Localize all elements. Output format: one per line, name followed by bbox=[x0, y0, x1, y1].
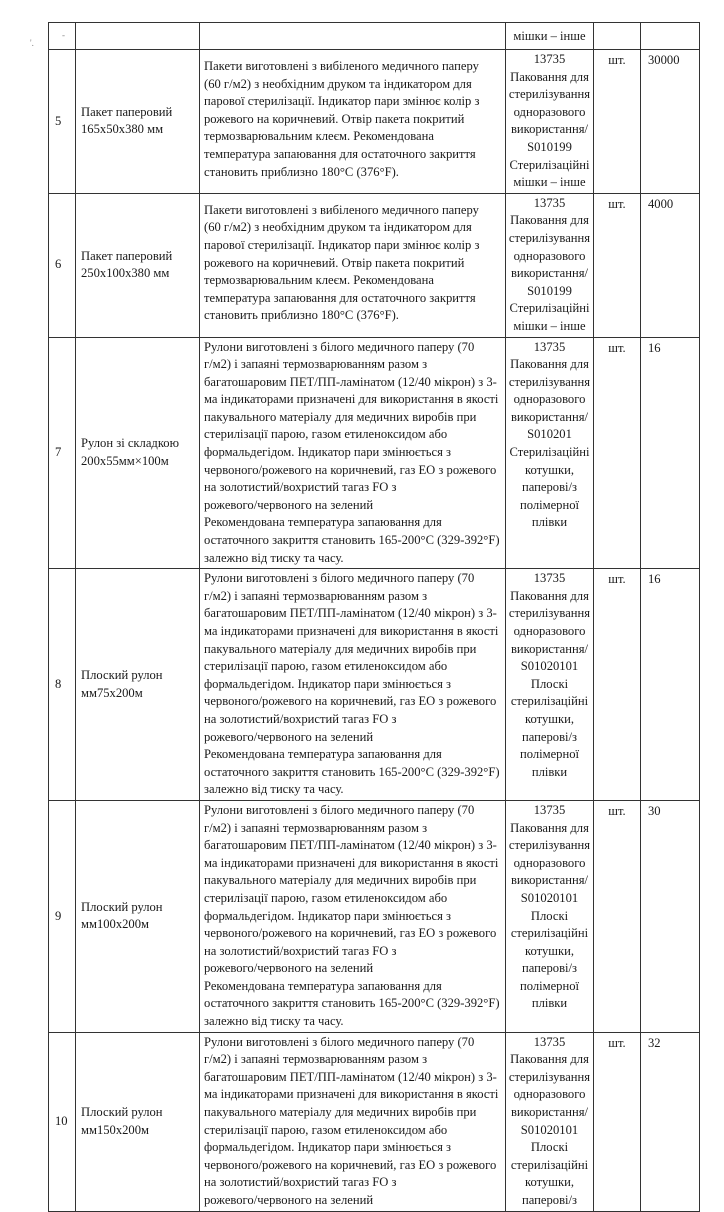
classification-line: плівки bbox=[531, 764, 568, 779]
description-line: формальдегідом. Індикатор пари змінюється з bbox=[204, 1140, 452, 1155]
description-line: залежно від тиску та часу. bbox=[204, 782, 344, 797]
quantity bbox=[641, 193, 700, 337]
description-line: температура запаювання для остаточного закриття bbox=[204, 290, 476, 305]
table-row bbox=[49, 193, 700, 337]
row-number bbox=[49, 50, 76, 194]
description-line: (60 г/м2) з необхідним друком та індикатором для bbox=[204, 220, 472, 235]
unit-of-measure bbox=[594, 337, 641, 569]
row-number bbox=[49, 800, 76, 1032]
description-line: пакувального матеріалу для медичних виробів при bbox=[204, 409, 477, 424]
classification-code bbox=[506, 800, 594, 1032]
unit-of-measure bbox=[594, 1032, 641, 1211]
unit-text: шт. bbox=[608, 1035, 626, 1050]
description-cell bbox=[200, 23, 506, 50]
classification-line: одноразового bbox=[513, 624, 586, 638]
product-name bbox=[76, 50, 200, 194]
quantity-text: 16 bbox=[648, 572, 661, 587]
unit-text: шт. bbox=[608, 572, 626, 587]
classification-line: використання/ bbox=[510, 873, 589, 888]
product-name-line: мм150x200м bbox=[81, 1122, 149, 1137]
classification-line: Паковання для bbox=[510, 820, 589, 835]
classification-line: S01020101 bbox=[520, 659, 579, 674]
classification-line: стерилізаційні bbox=[510, 1157, 589, 1172]
quantity bbox=[641, 337, 700, 569]
product-description bbox=[200, 569, 506, 801]
description-line: Рекомендована температура запаювання для bbox=[204, 978, 442, 993]
description-line: на золотистий/вохристий тагаз FO з bbox=[204, 711, 397, 726]
name-cell bbox=[76, 23, 200, 50]
classification-line: котушки, bbox=[525, 462, 574, 477]
classification-line: плівки bbox=[531, 996, 568, 1011]
description-line: стерилізації парою, газом етиленоксидом або bbox=[204, 890, 448, 905]
description-line: рожевого/червоного на зелений bbox=[204, 1193, 374, 1207]
product-name-line: Пакет паперовий bbox=[81, 248, 173, 263]
product-description bbox=[200, 337, 506, 569]
quantity-cell bbox=[641, 23, 700, 50]
description-line: термозварювальним клеєм. Рекомендована bbox=[204, 273, 434, 288]
product-name-line: мм100x200м bbox=[81, 917, 149, 932]
classification-line: 13735 bbox=[533, 1034, 566, 1049]
classification-line: S01020101 bbox=[520, 890, 579, 905]
description-line: ма індикаторами призначені для використання в якості bbox=[204, 392, 499, 407]
quantity-text: 32 bbox=[648, 1035, 661, 1050]
product-description bbox=[200, 800, 506, 1032]
quantity bbox=[641, 1032, 700, 1211]
classification-line: стерилізування bbox=[508, 374, 591, 389]
classification-line: S010199 bbox=[527, 283, 572, 298]
description-line: (60 г/м2) з необхідним друком та індикатором для bbox=[204, 76, 472, 91]
description-line: залежно від тиску та часу. bbox=[204, 550, 344, 565]
product-name-line: мм75x200м bbox=[81, 685, 143, 700]
quantity bbox=[641, 569, 700, 801]
classification-line: полімерної bbox=[519, 497, 580, 512]
unit-text: шт. bbox=[608, 196, 626, 211]
unit-text: шт. bbox=[608, 803, 626, 818]
description-line: г/м2) і запаяні термозварюванням разом з bbox=[204, 820, 428, 835]
row-number-text: 9 bbox=[55, 908, 62, 923]
scan-mark: '. bbox=[30, 38, 34, 48]
classification-line: мішки – інше bbox=[513, 29, 586, 44]
description-line: Рулони виготовлені з білого медичного паперу (70 bbox=[204, 1034, 475, 1049]
table-row bbox=[49, 800, 700, 1032]
description-line: багатошаровим ПЕТ/ПП-ламінатом (12/40 мікрон) з 3- bbox=[204, 374, 497, 389]
classification-line: полімерної bbox=[519, 978, 580, 993]
description-line: формальдегідом. Індикатор пари змінюється з bbox=[204, 445, 452, 460]
classification-line: паперові/з bbox=[521, 729, 577, 744]
row-number-text: 8 bbox=[55, 676, 62, 691]
product-name-line: 200x55мм×100м bbox=[81, 453, 169, 468]
product-name-line: 165x50x380 мм bbox=[81, 122, 164, 137]
description-line: пакувального матеріалу для медичних виробів при bbox=[204, 1105, 477, 1120]
product-name bbox=[76, 569, 200, 801]
description-line: Пакети виготовлені з вибіленого медичного паперу bbox=[204, 59, 479, 73]
description-line: температура запаювання для остаточного закриття bbox=[204, 146, 476, 161]
description-line: г/м2) і запаяні термозварюванням разом з bbox=[204, 357, 428, 372]
description-line: парової стерилізації. Індикатор пари змінює колір з bbox=[204, 237, 480, 252]
description-line: ма індикаторами призначені для використання в якості bbox=[204, 624, 499, 638]
classification-code bbox=[506, 193, 594, 337]
product-name bbox=[76, 193, 200, 337]
description-line: ма індикаторами призначені для використання в якості bbox=[204, 855, 499, 870]
description-line: багатошаровим ПЕТ/ПП-ламінатом (12/40 мікрон) з 3- bbox=[204, 838, 497, 853]
description-line: багатошаровим ПЕТ/ПП-ламінатом (12/40 мікрон) з 3- bbox=[204, 1069, 497, 1084]
classification-code bbox=[506, 569, 594, 801]
classification-line: Паковання для bbox=[510, 357, 589, 372]
classification-line: паперові/з bbox=[521, 480, 577, 495]
description-line: остаточного закриття становить 165-200°С (329-392°F) bbox=[204, 764, 500, 779]
table-row bbox=[49, 337, 700, 569]
classification-line: Стерилізаційні bbox=[509, 157, 590, 172]
quantity-text: 4000 bbox=[648, 196, 674, 211]
classification-line: мішки – інше bbox=[513, 175, 586, 190]
row-number bbox=[49, 193, 76, 337]
description-line: Пакети виготовлені з вибіленого медичного паперу bbox=[204, 202, 479, 217]
classification-line: Плоскі bbox=[530, 676, 569, 691]
classification-line: котушки, bbox=[525, 1175, 574, 1190]
classification-line: використання/ bbox=[510, 641, 589, 656]
row-number bbox=[49, 569, 76, 801]
description-line: багатошаровим ПЕТ/ПП-ламінатом (12/40 мікрон) з 3- bbox=[204, 606, 497, 621]
product-name-line: Пакет паперовий bbox=[81, 104, 173, 119]
classification-line: 13735 bbox=[533, 339, 566, 354]
description-line: г/м2) і запаяні термозварюванням разом з bbox=[204, 588, 428, 603]
scan-mark: - bbox=[62, 30, 65, 40]
description-line: г/м2) і запаяні термозварюванням разом з bbox=[204, 1052, 428, 1067]
classification-line: Паковання для bbox=[510, 588, 589, 603]
classification-line: полімерної bbox=[519, 747, 580, 762]
classification-line: 13735 bbox=[533, 802, 566, 817]
classification-line: стерилізування bbox=[508, 230, 591, 245]
classification-line: 13735 bbox=[533, 571, 566, 586]
classification-code bbox=[506, 1032, 594, 1211]
product-name-line: 250x100x380 мм bbox=[81, 266, 170, 281]
description-line: Рулони виготовлені з білого медичного паперу (70 bbox=[204, 802, 475, 817]
quantity-text: 30 bbox=[648, 803, 661, 818]
description-line: пакувального матеріалу для медичних виробів при bbox=[204, 873, 477, 888]
description-line: Рулони виготовлені з білого медичного паперу (70 bbox=[204, 571, 475, 586]
row-number-text: 6 bbox=[55, 257, 62, 272]
number-cell bbox=[49, 23, 76, 50]
classification-line: використання/ bbox=[510, 266, 589, 281]
unit-text: шт. bbox=[608, 53, 626, 67]
quantity-text: 30000 bbox=[648, 53, 680, 67]
description-line: рожевого/червоного на зелений bbox=[204, 497, 374, 512]
classification-line: Стерилізаційні bbox=[509, 301, 590, 316]
specification-table bbox=[48, 22, 700, 1212]
product-description bbox=[200, 1032, 506, 1211]
row-number bbox=[49, 1032, 76, 1211]
description-line: остаточного закриття становить 165-200°С (329-392°F) bbox=[204, 533, 500, 548]
description-line: стерилізації парою, газом етиленоксидом або bbox=[204, 427, 448, 442]
unit-of-measure bbox=[594, 193, 641, 337]
classification-line: одноразового bbox=[513, 248, 586, 263]
description-line: Рекомендована температура запаювання для bbox=[204, 515, 442, 530]
product-name-line: Рулон зі складкою bbox=[81, 436, 180, 451]
classification-line: Паковання для bbox=[510, 69, 589, 84]
classification-line: Плоскі bbox=[530, 1140, 569, 1155]
classification-line: Плоскі bbox=[530, 908, 569, 923]
row-number-text: 5 bbox=[55, 113, 62, 128]
classification-line: одноразового bbox=[513, 104, 586, 119]
description-line: залежно від тиску та часу. bbox=[204, 1014, 344, 1029]
classification-line: стерилізування bbox=[508, 606, 591, 621]
product-name bbox=[76, 337, 200, 569]
continuation-row bbox=[49, 23, 700, 50]
description-line: рожевого/червоного на зелений bbox=[204, 961, 374, 976]
product-description bbox=[200, 50, 506, 194]
quantity bbox=[641, 50, 700, 194]
product-name-line: Плоский рулон bbox=[81, 899, 163, 914]
classification-line: одноразового bbox=[513, 1087, 586, 1102]
description-line: червоного/рожевого на коричневий, газ ЕО з рожевого bbox=[204, 462, 497, 477]
classification-line: використання/ bbox=[510, 1105, 589, 1120]
classification-line: стерилізування bbox=[508, 87, 591, 102]
classification-line: S01020101 bbox=[520, 1122, 579, 1137]
classification-line: паперові/з bbox=[521, 961, 577, 976]
classification-code bbox=[506, 337, 594, 569]
description-line: червоного/рожевого на коричневий, газ ЕО з рожевого bbox=[204, 694, 497, 709]
description-line: червоного/рожевого на коричневий, газ ЕО з рожевого bbox=[204, 1157, 497, 1172]
classification-cell bbox=[506, 23, 594, 50]
description-line: стерилізації парою, газом етиленоксидом або bbox=[204, 1122, 448, 1137]
unit-of-measure bbox=[594, 800, 641, 1032]
description-line: становить приблизно 180°С (376°F). bbox=[204, 164, 399, 179]
description-line: становить приблизно 180°С (376°F). bbox=[204, 308, 399, 323]
classification-line: 13735 bbox=[533, 52, 566, 66]
classification-line: стерилізаційні bbox=[510, 926, 589, 941]
classification-line: одноразового bbox=[513, 855, 586, 870]
classification-line: 13735 bbox=[533, 195, 566, 210]
classification-line: використання/ bbox=[510, 409, 589, 424]
classification-line: мішки – інше bbox=[513, 318, 586, 333]
classification-line: стерилізування bbox=[508, 838, 591, 853]
classification-line: паперові/з bbox=[521, 1193, 577, 1207]
description-line: парової стерилізації. Індикатор пари змінює колір з bbox=[204, 94, 480, 109]
product-name-line: Плоский рулон bbox=[81, 667, 163, 682]
description-line: остаточного закриття становить 165-200°С (329-392°F) bbox=[204, 996, 500, 1011]
description-line: червоного/рожевого на коричневий, газ ЕО з рожевого bbox=[204, 926, 497, 941]
description-line: на золотистий/вохристий тагаз FO з bbox=[204, 1175, 397, 1190]
description-line: термозварювальним клеєм. Рекомендована bbox=[204, 129, 434, 144]
table-row bbox=[49, 1032, 700, 1211]
classification-line: S010201 bbox=[527, 427, 572, 442]
product-name-line: Плоский рулон bbox=[81, 1105, 163, 1120]
unit-cell bbox=[594, 23, 641, 50]
unit-of-measure bbox=[594, 50, 641, 194]
classification-code bbox=[506, 50, 594, 194]
table-row bbox=[49, 569, 700, 801]
row-number bbox=[49, 337, 76, 569]
unit-text: шт. bbox=[608, 340, 626, 355]
classification-line: котушки, bbox=[525, 711, 574, 726]
classification-line: Паковання для bbox=[510, 213, 589, 228]
product-description bbox=[200, 193, 506, 337]
classification-line: котушки, bbox=[525, 943, 574, 958]
description-line: Рекомендована температура запаювання для bbox=[204, 747, 442, 762]
unit-of-measure bbox=[594, 569, 641, 801]
description-line: формальдегідом. Індикатор пари змінюється з bbox=[204, 908, 452, 923]
classification-line: S010199 bbox=[527, 139, 572, 154]
description-line: на золотистий/вохристий тагаз FO з bbox=[204, 943, 397, 958]
quantity bbox=[641, 800, 700, 1032]
description-line: пакувального матеріалу для медичних виробів при bbox=[204, 641, 477, 656]
classification-line: використання/ bbox=[510, 122, 589, 137]
classification-line: стерилізаційні bbox=[510, 694, 589, 709]
row-number-text: 7 bbox=[55, 445, 62, 460]
classification-line: одноразового bbox=[513, 392, 586, 407]
description-line: рожевого на коричневий. Отвір пакета покритий bbox=[204, 255, 465, 270]
description-line: рожевого/червоного на зелений bbox=[204, 729, 374, 744]
quantity-text: 16 bbox=[648, 340, 661, 355]
classification-line: плівки bbox=[531, 515, 568, 530]
description-line: на золотистий/вохристий тагаз FO з bbox=[204, 480, 397, 495]
product-name bbox=[76, 800, 200, 1032]
description-line: формальдегідом. Індикатор пари змінюється з bbox=[204, 676, 452, 691]
row-number-text: 10 bbox=[55, 1113, 68, 1128]
classification-line: стерилізування bbox=[508, 1069, 591, 1084]
description-line: ма індикаторами призначені для використання в якості bbox=[204, 1087, 499, 1102]
description-line: Рулони виготовлені з білого медичного паперу (70 bbox=[204, 339, 475, 354]
product-name bbox=[76, 1032, 200, 1211]
table-row bbox=[49, 50, 700, 194]
classification-line: Стерилізаційні bbox=[509, 445, 590, 460]
classification-line: Паковання для bbox=[510, 1052, 589, 1067]
description-line: стерилізації парою, газом етиленоксидом або bbox=[204, 659, 448, 674]
description-line: рожевого на коричневий. Отвір пакета покритий bbox=[204, 111, 465, 126]
